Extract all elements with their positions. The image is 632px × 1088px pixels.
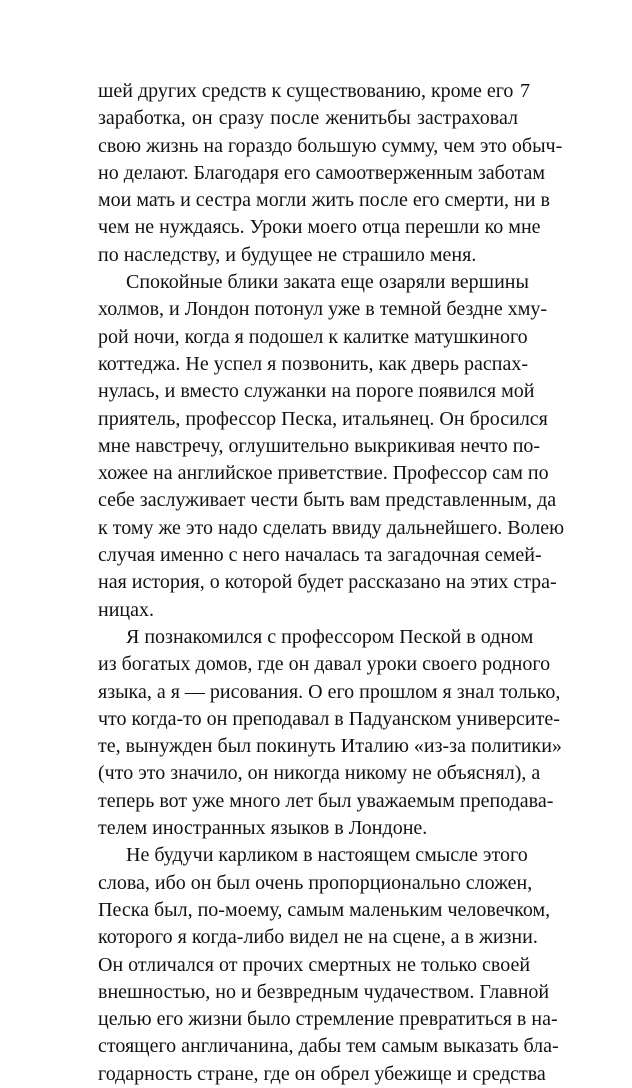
text-line: что когда-то он преподавал в Падуанском университе-	[98, 707, 560, 730]
text-line: ницах.	[98, 598, 154, 621]
text-line: но делают. Благодаря его самоотверженным заботам	[98, 161, 546, 184]
text-line: те, вынужден был покинуть Италию «из-за политики»	[98, 735, 562, 758]
text-line: Спокойные блики заката еще озаряли вершины	[126, 271, 529, 294]
text-line: к тому же это надо сделать ввиду дальнейшего. Волею	[98, 516, 565, 539]
text-line: заработка, он сразу после женитьбы застраховал	[98, 107, 518, 130]
text-line: шей других средств к существованию, кроме его	[98, 80, 514, 102]
text-line: внешностью, но и безвредным чудачеством. Главной	[98, 980, 550, 1003]
text-line: целью его жизни было стремление превратиться в на-	[98, 1008, 558, 1031]
text-line: годарность стране, где он обрел убежище и средства	[98, 1062, 546, 1085]
text-line: мне навстречу, оглушительно выкрикивая нечто по-	[98, 434, 541, 457]
text-line: Я познакомился с профессором Пеской в одном	[126, 625, 534, 648]
text-line: по наследству, и будущее не страшило меня.	[98, 243, 477, 266]
text-line: свою жизнь на гораздо большую сумму, чем это обыч-	[98, 134, 563, 157]
text-line: приятель, профессор Песка, итальянец. Он бросился	[98, 407, 548, 430]
text-line: нулась, и вместо служанки на пороге появился мой	[98, 380, 535, 403]
text-line: (что это значило, он никогда никому не объяснял), а	[98, 762, 541, 785]
text-line: хожее на английское приветствие. Профессор сам по	[98, 462, 549, 485]
text-line: из богатых домов, где он давал уроки своего родного	[98, 653, 551, 676]
body-text	[98, 78, 565, 1088]
text-line: языка, а я — рисования. О его прошлом я знал только,	[98, 680, 561, 703]
text-line: себе заслуживает чести быть вам представленным, да	[98, 489, 557, 512]
text-line: случая именно с него началась та загадочная семей-	[98, 544, 542, 567]
text-line: Он отличался от прочих смертных не только своей	[98, 953, 531, 976]
text-line: холмов, и Лондон потонул уже в темной бездне хму-	[98, 298, 548, 321]
text-line: Песка был, по-моему, самым маленьким человечком,	[98, 898, 551, 921]
text-line: Не будучи карликом в настоящем смысле этого	[126, 844, 528, 867]
text-line: рой ночи, когда я подошел к калитке матушкиного	[98, 325, 528, 348]
text-line: мои мать и сестра могли жить после его смерти, ни в	[98, 189, 550, 212]
text-line: чем не нуждаясь. Уроки моего отца перешли ко мне	[98, 216, 541, 239]
text-line: которого я когда-либо видел не на сцене, а в жизни.	[98, 926, 538, 949]
text-line: коттеджа. Не успел я позвонить, как дверь распах-	[98, 352, 529, 375]
text-line: телем иностранных языков в Лондоне.	[98, 817, 428, 840]
text-line: стоящего англичанина, дабы тем самым выказать бла-	[98, 1035, 559, 1058]
page-number: 7	[520, 80, 530, 102]
text-line: теперь вот уже много лет был уважаемым преподава-	[98, 789, 554, 812]
text-line: ная история, о которой будет рассказано на этих стра-	[98, 571, 557, 594]
text-line: слова, ибо он был очень пропорционально сложен,	[98, 871, 533, 894]
